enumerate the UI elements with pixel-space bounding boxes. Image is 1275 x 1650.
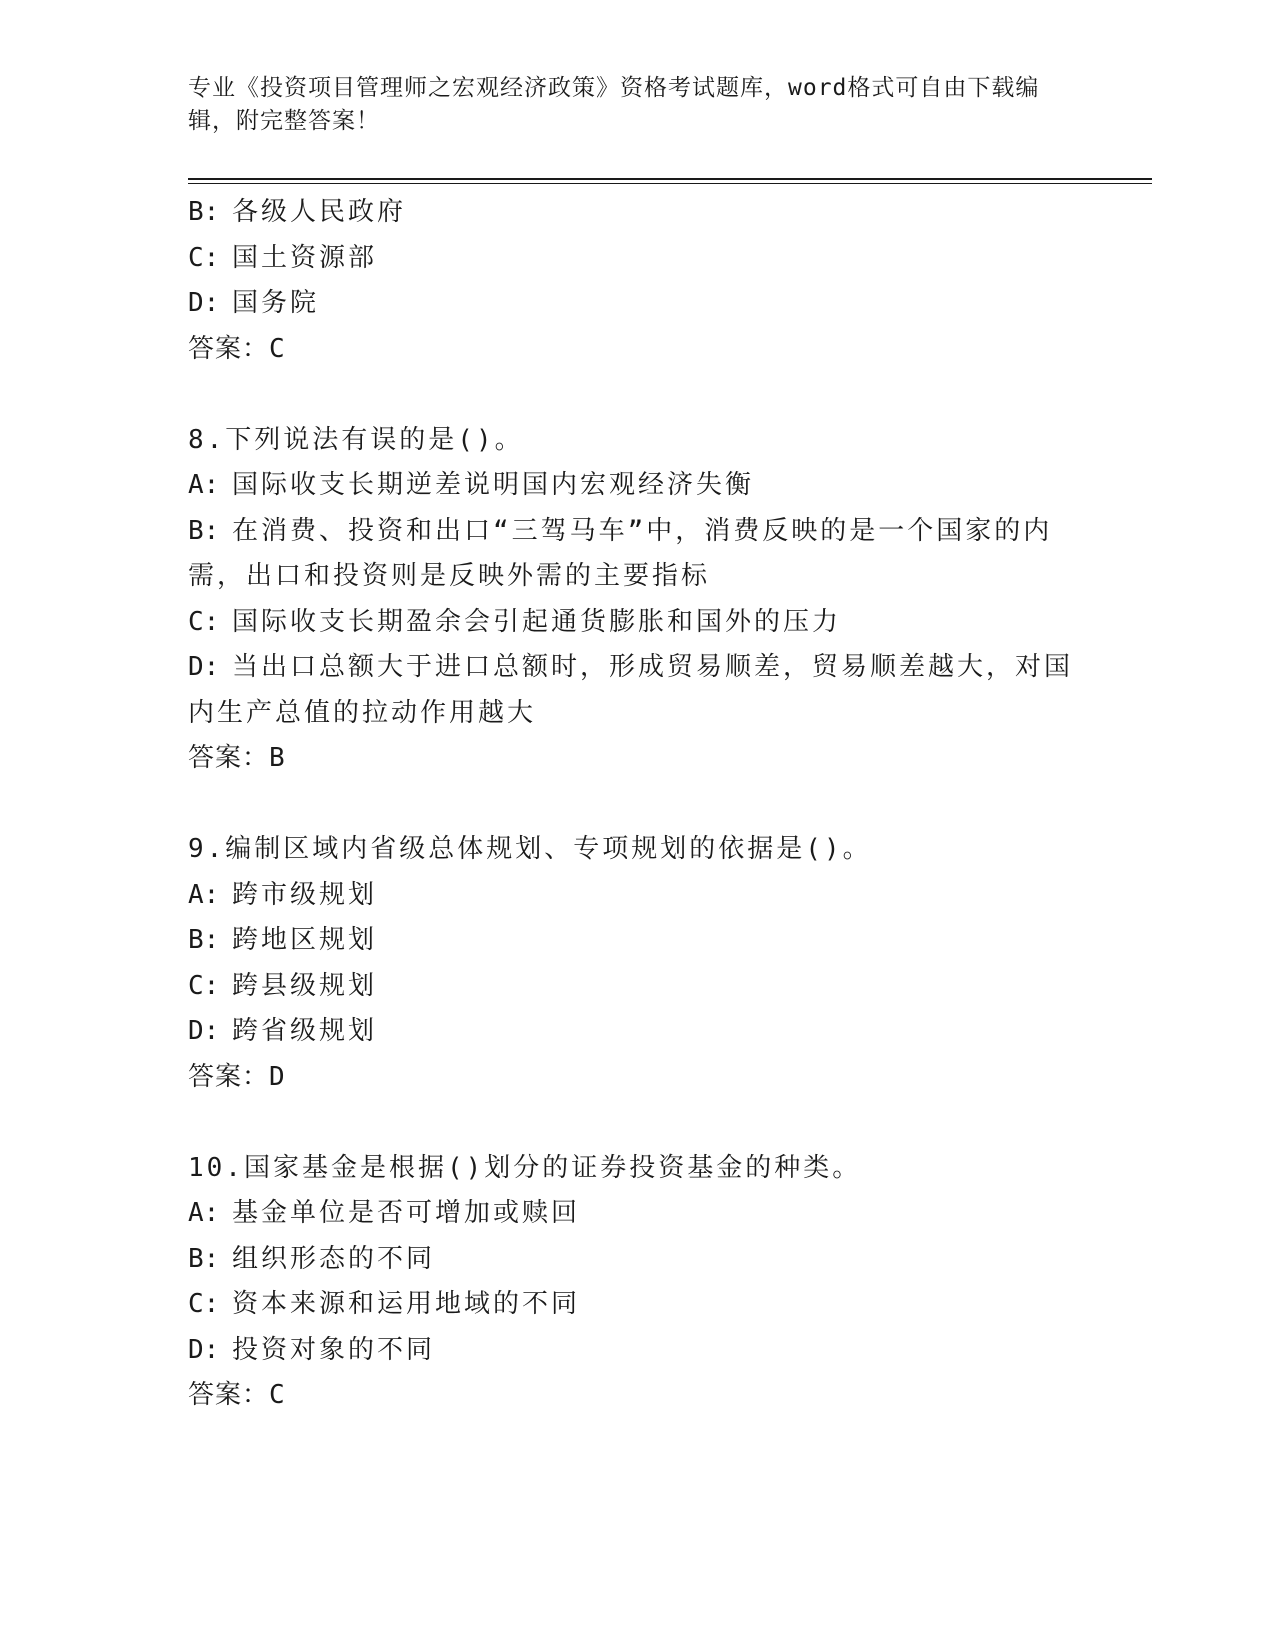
option-text: 国际收支长期盈余会引起通货膨胀和国外的压力: [232, 606, 842, 637]
option-b: [188, 1237, 1078, 1283]
option-key: A:: [188, 879, 220, 910]
question-stem: 10.国家基金是根据()划分的证券投资基金的种类。: [188, 1152, 862, 1183]
question-stem: 8.下列说法有误的是()。: [188, 424, 524, 455]
question-10: [188, 1146, 1078, 1419]
option-key: B:: [188, 925, 220, 955]
option-text: 国务院: [232, 288, 320, 318]
option-key: C:: [188, 1289, 220, 1319]
option-text: 国际收支长期逆差说明国内宏观经济失衡: [232, 470, 755, 500]
header-rule-thick: [188, 178, 1152, 180]
option-key: B:: [188, 1243, 220, 1274]
option-key: C:: [188, 606, 220, 637]
option-b: [188, 918, 1078, 964]
option-b: [188, 509, 1078, 600]
option-d: [188, 1328, 1078, 1374]
option-text: 资本来源和运用地域的不同: [232, 1289, 581, 1319]
option-text: 跨市级规划: [232, 879, 378, 910]
answer-line: 答案：C: [188, 1380, 286, 1410]
spacer: [188, 372, 1078, 418]
option-text: 跨地区规划: [232, 925, 378, 955]
option-key: C:: [188, 242, 220, 273]
answer-line: 答案：C: [188, 333, 286, 364]
answer-line: 答案：D: [188, 1061, 286, 1092]
question-9: [188, 827, 1078, 1100]
option-c: [188, 236, 1078, 282]
question-8: [188, 418, 1078, 782]
option-c: [188, 600, 1078, 646]
option-text: 投资对象的不同: [232, 1334, 436, 1365]
option-text: 基金单位是否可增加或赎回: [232, 1198, 581, 1228]
option-key: C:: [188, 970, 220, 1001]
prev-question-block: [188, 190, 1078, 372]
option-text: 跨县级规划: [232, 970, 378, 1001]
option-text: 在消费、投资和出口“三驾马车”中，消费反映的是一个国家的内需，出口和投资则是反映外需的主要指标: [188, 515, 1053, 591]
option-text: 国土资源部: [232, 242, 378, 273]
option-b: [188, 190, 1078, 236]
option-text: 当出口总额大于进口总额时，形成贸易顺差，贸易顺差越大，对国内生产总值的拉动作用越大: [188, 652, 1074, 728]
question-list: [188, 190, 1078, 1419]
option-text: 跨省级规划: [232, 1016, 378, 1046]
question-stem: 9.编制区域内省级总体规划、专项规划的依据是()。: [188, 834, 872, 864]
document-header: 专业《投资项目管理师之宏观经济政策》资格考试题库，word格式可自由下载编辑，附完整答案！: [188, 75, 1040, 134]
option-key: B:: [188, 197, 220, 227]
option-d: [188, 1009, 1078, 1055]
option-key: D:: [188, 288, 220, 318]
option-key: A:: [188, 470, 220, 500]
option-a: [188, 463, 1078, 509]
spacer: [188, 782, 1078, 828]
option-key: A:: [188, 1198, 220, 1228]
option-key: D:: [188, 1016, 220, 1046]
option-d: [188, 645, 1078, 736]
spacer: [188, 1100, 1078, 1146]
option-text: 各级人民政府: [232, 197, 407, 227]
option-d: [188, 281, 1078, 327]
option-text: 组织形态的不同: [232, 1243, 436, 1274]
option-a: [188, 873, 1078, 919]
header-rule-thin: [188, 183, 1152, 184]
option-c: [188, 964, 1078, 1010]
option-a: [188, 1191, 1078, 1237]
answer-line: 答案：B: [188, 743, 286, 773]
option-key: B:: [188, 515, 220, 546]
option-key: D:: [188, 1334, 220, 1365]
option-c: [188, 1282, 1078, 1328]
option-key: D:: [188, 652, 220, 682]
